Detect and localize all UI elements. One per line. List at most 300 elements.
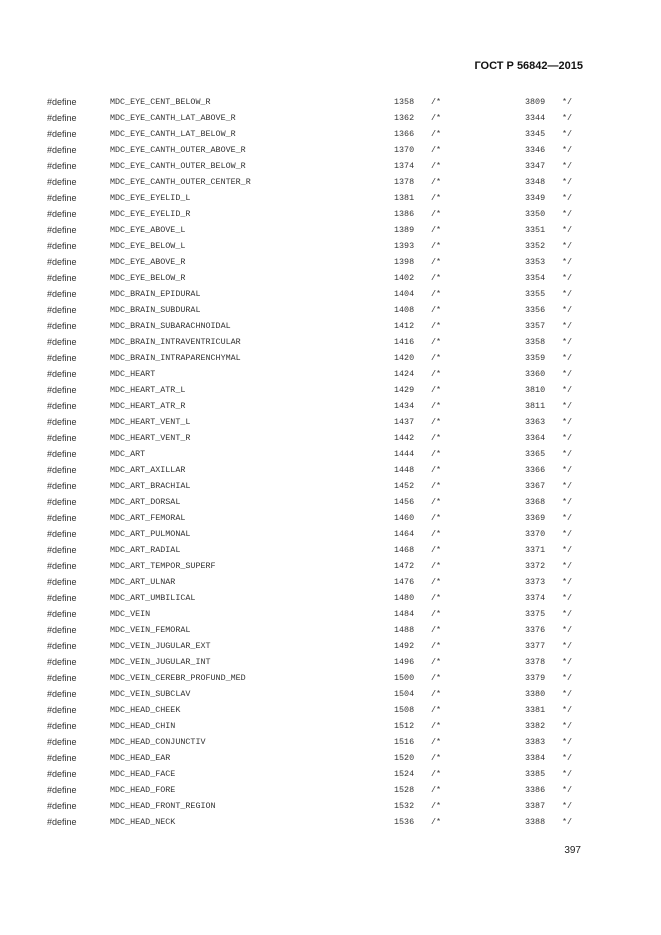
comment-open: /* (431, 305, 442, 315)
define-value: 3359 (525, 353, 546, 363)
define-name: MDC_ART_BRACHIAL (110, 481, 191, 491)
comment-close: */ (562, 145, 573, 155)
define-value: 3376 (525, 625, 546, 635)
define-code: 1362 (394, 113, 415, 123)
comment-close: */ (562, 801, 573, 811)
comment-close: */ (562, 737, 573, 747)
define-code: 1437 (394, 417, 415, 427)
comment-open: /* (431, 705, 442, 715)
comment-open: /* (431, 113, 442, 123)
comment-close: */ (562, 609, 573, 619)
comment-open: /* (431, 545, 442, 555)
comment-close: */ (562, 721, 573, 731)
define-code: 1532 (394, 801, 415, 811)
define-code: 1536 (394, 817, 415, 827)
comment-open: /* (431, 529, 442, 539)
define-value: 3382 (525, 721, 546, 731)
define-value: 3810 (525, 385, 546, 395)
comment-close: */ (562, 113, 573, 123)
define-name: MDC_HEAD_FACE (110, 769, 176, 779)
comment-open: /* (431, 337, 442, 347)
define-name: MDC_BRAIN_EPIDURAL (110, 289, 201, 299)
define-row (0, 238, 661, 254)
define-row (0, 734, 661, 750)
define-name: MDC_HEAD_FRONT_REGION (110, 801, 216, 811)
define-keyword: #define (47, 577, 77, 587)
comment-close: */ (562, 97, 573, 107)
comment-open: /* (431, 369, 442, 379)
define-name: MDC_EYE_CANTH_OUTER_BELOW_R (110, 161, 246, 171)
define-row (0, 606, 661, 622)
comment-open: /* (431, 161, 442, 171)
define-code: 1402 (394, 273, 415, 283)
comment-open: /* (431, 97, 442, 107)
define-keyword: #define (47, 465, 77, 475)
define-code: 1456 (394, 497, 415, 507)
define-code: 1504 (394, 689, 415, 699)
comment-open: /* (431, 785, 442, 795)
define-name: MDC_VEIN_JUGULAR_EXT (110, 641, 211, 651)
comment-close: */ (562, 129, 573, 139)
define-row (0, 414, 661, 430)
define-keyword: #define (47, 721, 77, 731)
comment-open: /* (431, 513, 442, 523)
comment-close: */ (562, 641, 573, 651)
define-value: 3367 (525, 481, 546, 491)
define-row (0, 798, 661, 814)
comment-open: /* (431, 737, 442, 747)
define-value: 3388 (525, 817, 546, 827)
define-value: 3366 (525, 465, 546, 475)
comment-open: /* (431, 177, 442, 187)
define-keyword: #define (47, 529, 77, 539)
comment-close: */ (562, 449, 573, 459)
define-value: 3353 (525, 257, 546, 267)
define-keyword: #define (47, 97, 77, 107)
define-keyword: #define (47, 705, 77, 715)
define-name: MDC_BRAIN_SUBARACHNOIDAL (110, 321, 231, 331)
define-value: 3365 (525, 449, 546, 459)
comment-open: /* (431, 721, 442, 731)
define-value: 3368 (525, 497, 546, 507)
define-code: 1434 (394, 401, 415, 411)
comment-close: */ (562, 465, 573, 475)
comment-close: */ (562, 545, 573, 555)
define-code: 1381 (394, 193, 415, 203)
define-value: 3373 (525, 577, 546, 587)
define-code: 1366 (394, 129, 415, 139)
define-value: 3354 (525, 273, 546, 283)
comment-close: */ (562, 289, 573, 299)
define-name: MDC_VEIN_CEREBR_PROFUND_MED (110, 673, 246, 683)
define-row (0, 462, 661, 478)
comment-open: /* (431, 753, 442, 763)
comment-close: */ (562, 705, 573, 715)
define-keyword: #define (47, 817, 77, 827)
comment-close: */ (562, 497, 573, 507)
define-value: 3383 (525, 737, 546, 747)
define-value: 3345 (525, 129, 546, 139)
comment-close: */ (562, 577, 573, 587)
define-name: MDC_EYE_ABOVE_R (110, 257, 186, 267)
define-row (0, 814, 661, 830)
define-code: 1370 (394, 145, 415, 155)
comment-close: */ (562, 561, 573, 571)
comment-close: */ (562, 689, 573, 699)
comment-open: /* (431, 225, 442, 235)
comment-close: */ (562, 385, 573, 395)
define-keyword: #define (47, 769, 77, 779)
define-code: 1378 (394, 177, 415, 187)
define-keyword: #define (47, 401, 77, 411)
define-value: 3374 (525, 593, 546, 603)
define-name: MDC_HEART_VENT_L (110, 417, 191, 427)
define-row (0, 206, 661, 222)
define-value: 3356 (525, 305, 546, 315)
define-code: 1496 (394, 657, 415, 667)
define-row (0, 750, 661, 766)
define-name: MDC_HEART_VENT_R (110, 433, 191, 443)
define-name: MDC_EYE_EYELID_L (110, 193, 191, 203)
define-value: 3372 (525, 561, 546, 571)
comment-open: /* (431, 193, 442, 203)
define-value: 3811 (525, 401, 546, 411)
define-code: 1460 (394, 513, 415, 523)
comment-close: */ (562, 257, 573, 267)
comment-open: /* (431, 625, 442, 635)
define-name: MDC_ART_TEMPOR_SUPERF (110, 561, 216, 571)
comment-open: /* (431, 209, 442, 219)
define-row (0, 654, 661, 670)
define-keyword: #define (47, 737, 77, 747)
define-code: 1424 (394, 369, 415, 379)
define-code: 1524 (394, 769, 415, 779)
define-code: 1520 (394, 753, 415, 763)
define-code: 1480 (394, 593, 415, 603)
define-code: 1472 (394, 561, 415, 571)
define-code: 1444 (394, 449, 415, 459)
comment-close: */ (562, 161, 573, 171)
define-value: 3349 (525, 193, 546, 203)
comment-close: */ (562, 353, 573, 363)
define-value: 3385 (525, 769, 546, 779)
define-keyword: #define (47, 609, 77, 619)
comment-close: */ (562, 657, 573, 667)
define-code: 1420 (394, 353, 415, 363)
define-row (0, 126, 661, 142)
define-name: MDC_EYE_BELOW_R (110, 273, 186, 283)
define-value: 3387 (525, 801, 546, 811)
define-value: 3378 (525, 657, 546, 667)
define-value: 3375 (525, 609, 546, 619)
comment-close: */ (562, 769, 573, 779)
define-code: 1429 (394, 385, 415, 395)
define-row (0, 366, 661, 382)
define-value: 3357 (525, 321, 546, 331)
comment-open: /* (431, 481, 442, 491)
define-value: 3384 (525, 753, 546, 763)
define-code: 1389 (394, 225, 415, 235)
define-value: 3381 (525, 705, 546, 715)
comment-close: */ (562, 321, 573, 331)
comment-close: */ (562, 305, 573, 315)
comment-open: /* (431, 641, 442, 651)
define-value: 3352 (525, 241, 546, 251)
define-keyword: #define (47, 353, 77, 363)
define-row (0, 158, 661, 174)
define-name: MDC_ART_DORSAL (110, 497, 181, 507)
define-row (0, 142, 661, 158)
page-header: ГОСТ Р 56842—2015 (474, 60, 583, 72)
comment-open: /* (431, 145, 442, 155)
define-name: MDC_BRAIN_INTRAVENTRICULAR (110, 337, 241, 347)
define-value: 3344 (525, 113, 546, 123)
comment-open: /* (431, 449, 442, 459)
comment-open: /* (431, 657, 442, 667)
comment-close: */ (562, 193, 573, 203)
comment-close: */ (562, 625, 573, 635)
define-name: MDC_HEART_ATR_R (110, 401, 186, 411)
define-code: 1500 (394, 673, 415, 683)
define-keyword: #define (47, 449, 77, 459)
define-keyword: #define (47, 785, 77, 795)
define-code: 1488 (394, 625, 415, 635)
define-row (0, 510, 661, 526)
comment-close: */ (562, 481, 573, 491)
define-keyword: #define (47, 177, 77, 187)
define-keyword: #define (47, 625, 77, 635)
comment-open: /* (431, 609, 442, 619)
comment-open: /* (431, 577, 442, 587)
define-keyword: #define (47, 273, 77, 283)
define-value: 3351 (525, 225, 546, 235)
define-name: MDC_EYE_CANTH_OUTER_CENTER_R (110, 177, 251, 187)
define-row (0, 526, 661, 542)
define-keyword: #define (47, 193, 77, 203)
define-name: MDC_ART_UMBILICAL (110, 593, 196, 603)
define-name: MDC_EYE_ABOVE_L (110, 225, 186, 235)
comment-open: /* (431, 689, 442, 699)
comment-close: */ (562, 513, 573, 523)
define-row (0, 446, 661, 462)
define-value: 3347 (525, 161, 546, 171)
define-value: 3355 (525, 289, 546, 299)
comment-close: */ (562, 177, 573, 187)
define-name: MDC_ART_PULMONAL (110, 529, 191, 539)
comment-close: */ (562, 817, 573, 827)
define-keyword: #define (47, 657, 77, 667)
define-row (0, 398, 661, 414)
define-code: 1398 (394, 257, 415, 267)
define-keyword: #define (47, 417, 77, 427)
define-name: MDC_VEIN_SUBCLAV (110, 689, 191, 699)
define-keyword: #define (47, 113, 77, 123)
comment-close: */ (562, 241, 573, 251)
define-row (0, 270, 661, 286)
comment-close: */ (562, 369, 573, 379)
define-keyword: #define (47, 673, 77, 683)
define-row (0, 670, 661, 686)
define-keyword: #define (47, 161, 77, 171)
comment-open: /* (431, 401, 442, 411)
comment-open: /* (431, 433, 442, 443)
comment-open: /* (431, 769, 442, 779)
define-value: 3346 (525, 145, 546, 155)
define-keyword: #define (47, 225, 77, 235)
comment-open: /* (431, 321, 442, 331)
define-code: 1464 (394, 529, 415, 539)
define-code: 1393 (394, 241, 415, 251)
comment-open: /* (431, 561, 442, 571)
define-name: MDC_HEAD_EAR (110, 753, 171, 763)
comment-close: */ (562, 401, 573, 411)
comment-open: /* (431, 465, 442, 475)
define-code: 1374 (394, 161, 415, 171)
define-keyword: #define (47, 497, 77, 507)
comment-close: */ (562, 433, 573, 443)
define-name: MDC_HEAD_CONJUNCTIV (110, 737, 206, 747)
define-value: 3809 (525, 97, 546, 107)
define-keyword: #define (47, 801, 77, 811)
define-value: 3379 (525, 673, 546, 683)
define-code: 1528 (394, 785, 415, 795)
define-row (0, 350, 661, 366)
define-name: MDC_ART_FEMORAL (110, 513, 186, 523)
comment-close: */ (562, 225, 573, 235)
define-name: MDC_BRAIN_SUBDURAL (110, 305, 201, 315)
define-code: 1516 (394, 737, 415, 747)
define-keyword: #define (47, 513, 77, 523)
define-keyword: #define (47, 433, 77, 443)
define-name: MDC_HEART_ATR_L (110, 385, 186, 395)
define-row (0, 638, 661, 654)
define-keyword: #define (47, 241, 77, 251)
define-value: 3386 (525, 785, 546, 795)
define-row (0, 494, 661, 510)
define-row (0, 190, 661, 206)
define-code: 1412 (394, 321, 415, 331)
define-value: 3358 (525, 337, 546, 347)
define-row (0, 542, 661, 558)
define-code: 1484 (394, 609, 415, 619)
define-name: MDC_HEART (110, 369, 156, 379)
define-name: MDC_EYE_CANTH_LAT_ABOVE_R (110, 113, 236, 123)
define-name: MDC_HEAD_FORE (110, 785, 176, 795)
define-list (0, 94, 661, 830)
define-code: 1476 (394, 577, 415, 587)
define-row (0, 382, 661, 398)
define-row (0, 702, 661, 718)
comment-close: */ (562, 209, 573, 219)
define-keyword: #define (47, 481, 77, 491)
define-row (0, 110, 661, 126)
comment-open: /* (431, 593, 442, 603)
comment-open: /* (431, 241, 442, 251)
define-keyword: #define (47, 321, 77, 331)
define-row (0, 686, 661, 702)
define-code: 1508 (394, 705, 415, 715)
define-keyword: #define (47, 385, 77, 395)
define-name: MDC_HEAD_NECK (110, 817, 176, 827)
define-row (0, 766, 661, 782)
define-keyword: #define (47, 561, 77, 571)
define-row (0, 174, 661, 190)
comment-open: /* (431, 385, 442, 395)
define-value: 3370 (525, 529, 546, 539)
define-code: 1468 (394, 545, 415, 555)
define-keyword: #define (47, 641, 77, 651)
define-keyword: #define (47, 209, 77, 219)
define-name: MDC_ART_ULNAR (110, 577, 176, 587)
define-code: 1442 (394, 433, 415, 443)
comment-open: /* (431, 417, 442, 427)
comment-open: /* (431, 289, 442, 299)
define-row (0, 254, 661, 270)
define-keyword: #define (47, 145, 77, 155)
define-keyword: #define (47, 369, 77, 379)
define-value: 3360 (525, 369, 546, 379)
define-name: MDC_ART (110, 449, 146, 459)
comment-close: */ (562, 785, 573, 795)
define-row (0, 430, 661, 446)
define-name: MDC_EYE_CANTH_LAT_BELOW_R (110, 129, 236, 139)
define-name: MDC_EYE_CANTH_OUTER_ABOVE_R (110, 145, 246, 155)
define-name: MDC_BRAIN_INTRAPARENCHYMAL (110, 353, 241, 363)
comment-open: /* (431, 817, 442, 827)
page-number: 397 (564, 845, 581, 856)
define-row (0, 286, 661, 302)
define-keyword: #define (47, 289, 77, 299)
define-code: 1452 (394, 481, 415, 491)
define-name: MDC_VEIN_JUGULAR_INT (110, 657, 211, 667)
define-row (0, 574, 661, 590)
define-code: 1386 (394, 209, 415, 219)
comment-close: */ (562, 417, 573, 427)
define-code: 1448 (394, 465, 415, 475)
define-name: MDC_ART_AXILLAR (110, 465, 186, 475)
define-code: 1404 (394, 289, 415, 299)
define-row (0, 782, 661, 798)
comment-open: /* (431, 801, 442, 811)
define-row (0, 622, 661, 638)
define-name: MDC_VEIN (110, 609, 151, 619)
comment-close: */ (562, 273, 573, 283)
define-value: 3348 (525, 177, 546, 187)
define-name: MDC_ART_RADIAL (110, 545, 181, 555)
define-name: MDC_HEAD_CHIN (110, 721, 176, 731)
define-keyword: #define (47, 129, 77, 139)
define-value: 3377 (525, 641, 546, 651)
define-keyword: #define (47, 593, 77, 603)
comment-open: /* (431, 353, 442, 363)
define-value: 3363 (525, 417, 546, 427)
define-name: MDC_HEAD_CHEEK (110, 705, 181, 715)
define-code: 1512 (394, 721, 415, 731)
comment-close: */ (562, 529, 573, 539)
define-code: 1492 (394, 641, 415, 651)
define-row (0, 478, 661, 494)
define-row (0, 558, 661, 574)
define-name: MDC_EYE_EYELID_R (110, 209, 191, 219)
comment-open: /* (431, 273, 442, 283)
define-keyword: #define (47, 257, 77, 267)
comment-open: /* (431, 257, 442, 267)
define-row (0, 718, 661, 734)
define-keyword: #define (47, 753, 77, 763)
comment-close: */ (562, 753, 573, 763)
define-code: 1408 (394, 305, 415, 315)
define-keyword: #define (47, 545, 77, 555)
